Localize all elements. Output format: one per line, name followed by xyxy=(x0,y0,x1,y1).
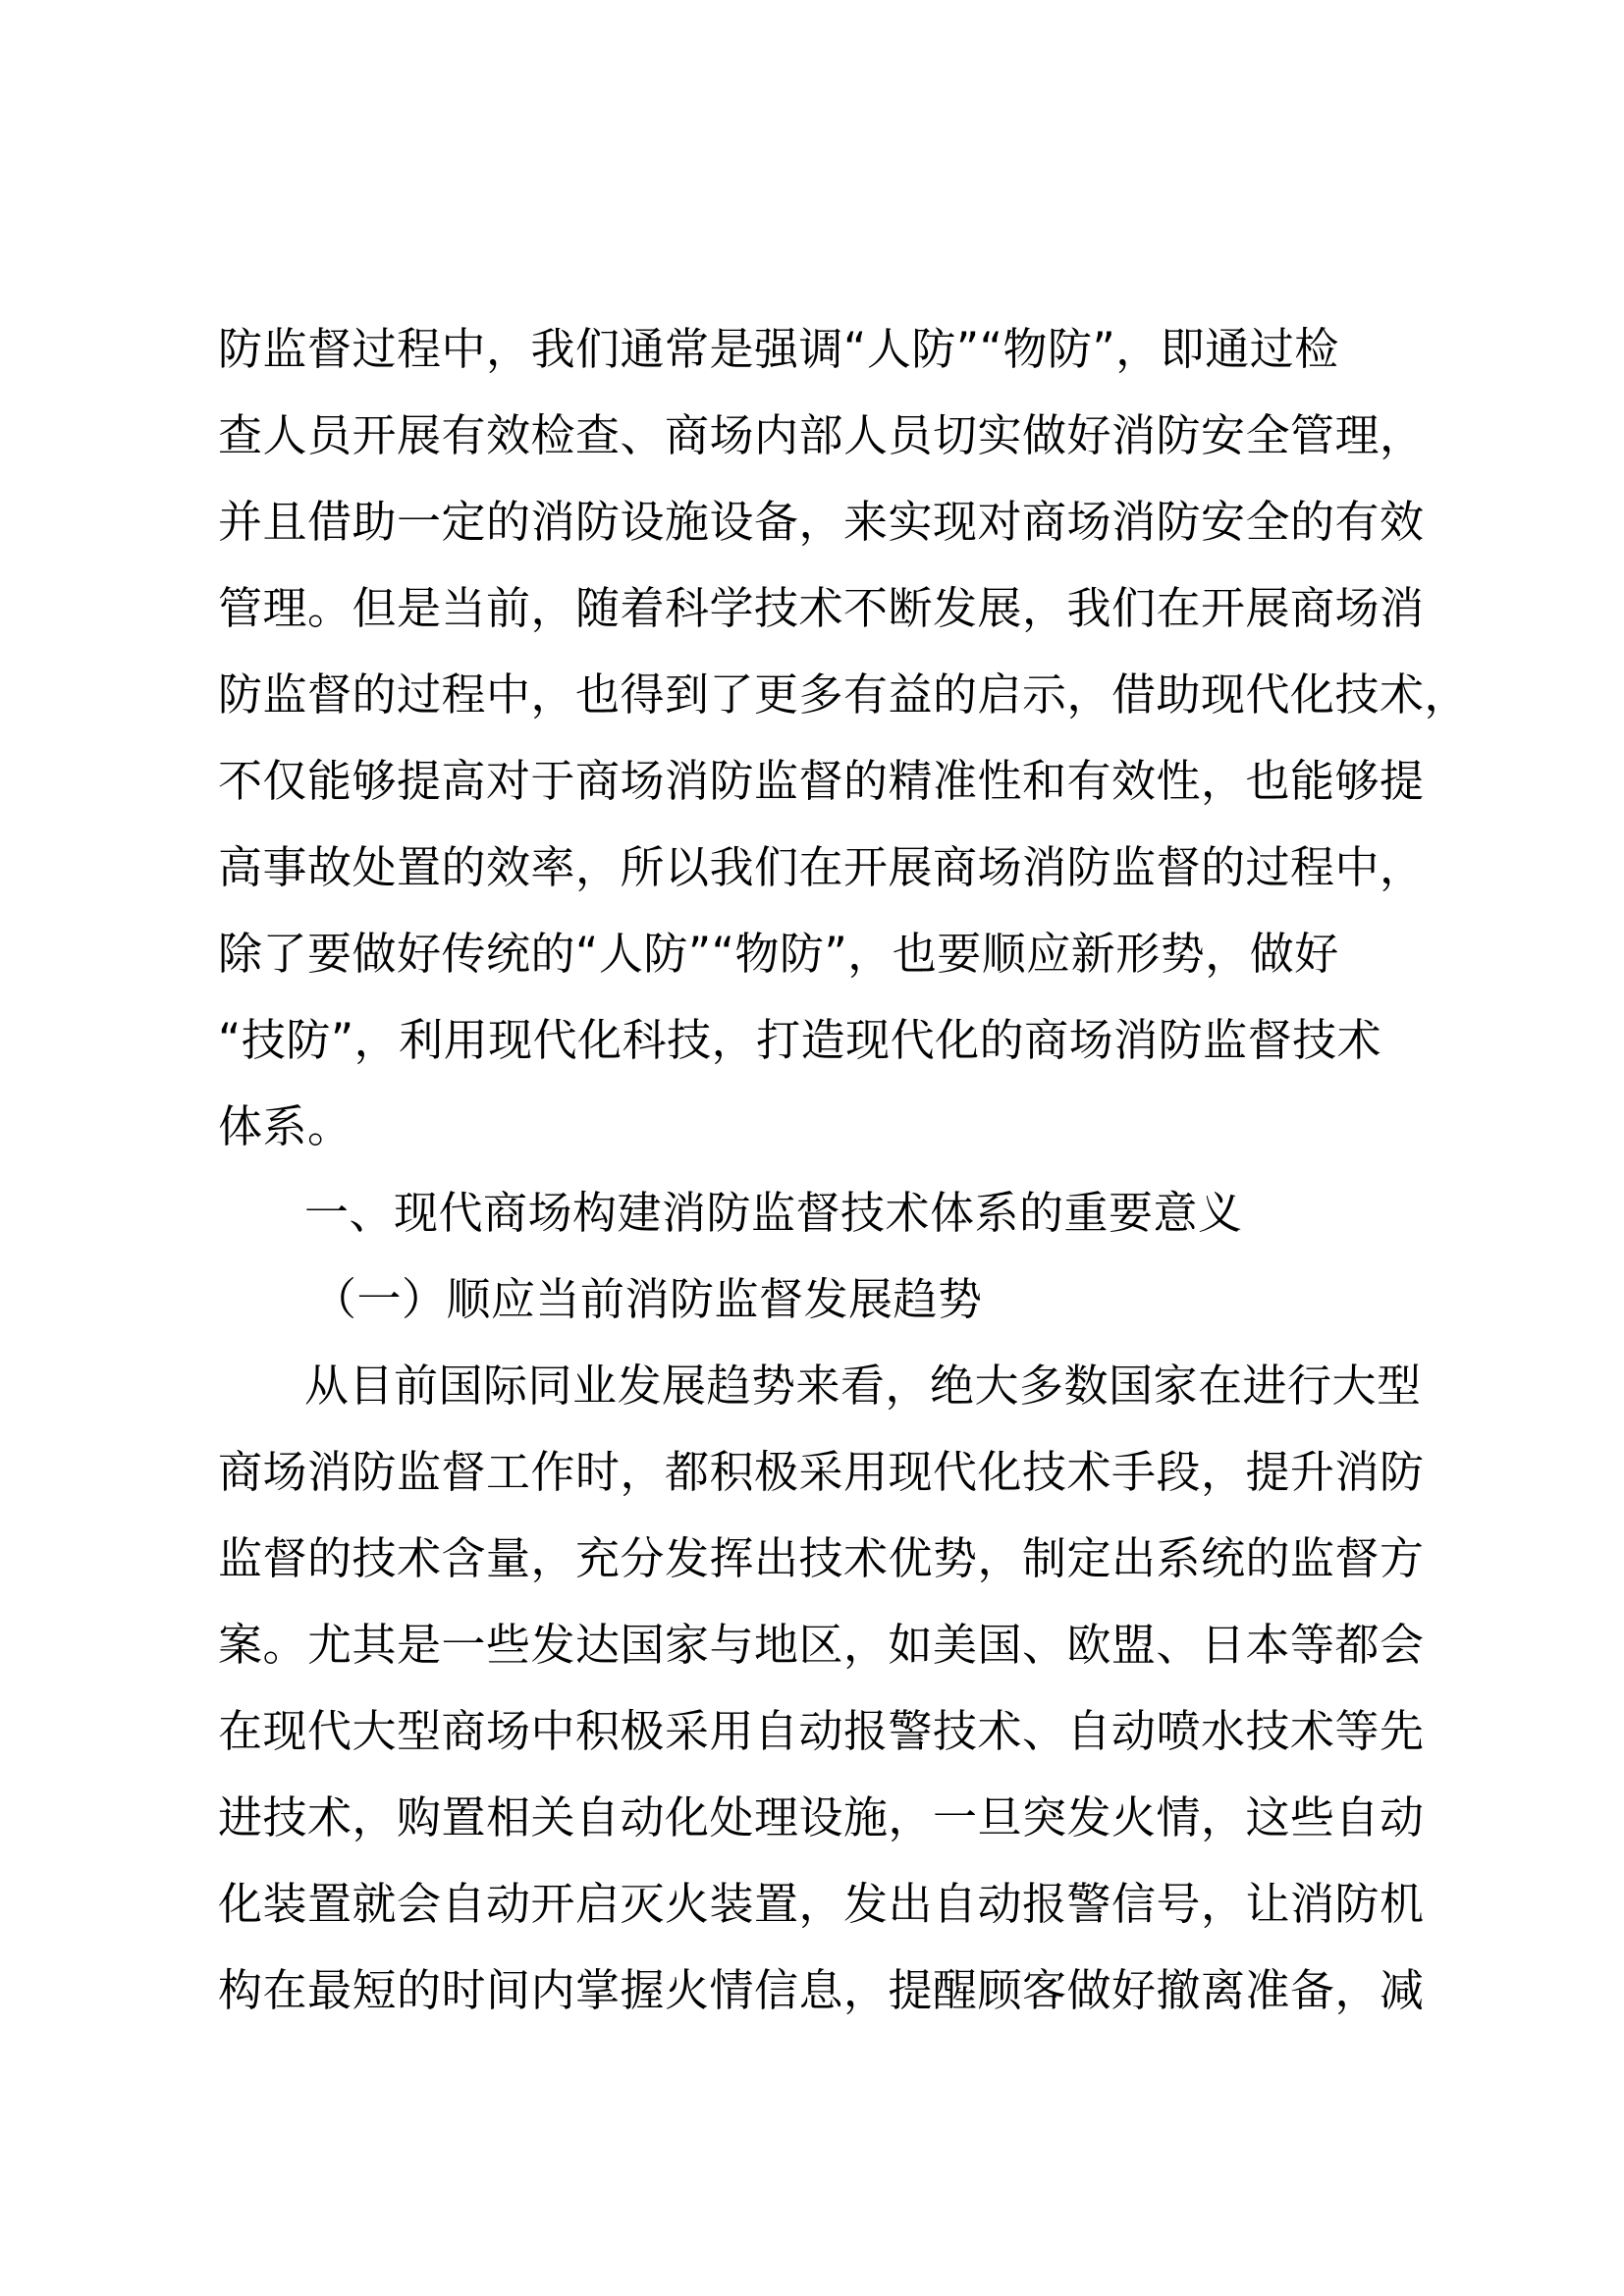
paragraph-1-line-2: 查人员开展有效检查、商场内部人员切实做好消防安全管理， xyxy=(218,409,1425,461)
paragraph-2-line-7: 化装置就会自动开启灭火装置，发出自动报警信号，让消防机 xyxy=(218,1878,1425,1930)
paragraph-1-line-3: 并且借助一定的消防设施设备，来实现对商场消防安全的有效 xyxy=(218,496,1425,548)
paragraph-1-line-8: 除了要做好传统的“人防”“物防”，也要顺应新形势，做好 xyxy=(218,928,1339,980)
paragraph-2-line-8: 构在最短的时间内掌握火情信息，提醒顾客做好撤离准备，减 xyxy=(218,1964,1425,2016)
section-heading: 一、现代商场构建消防监督技术体系的重要意义 xyxy=(304,1187,1243,1239)
paragraph-2-line-5: 在现代大型商场中积极采用自动报警技术、自动喷水技术等先 xyxy=(218,1705,1425,1757)
paragraph-1-line-4: 管理。但是当前，随着科学技术不断发展，我们在开展商场消 xyxy=(218,582,1425,634)
paragraph-2-line-1: 从目前国际同业发展趋势来看，绝大多数国家在进行大型 xyxy=(304,1360,1422,1412)
paragraph-1-line-9: “技防”，利用现代化科技，打造现代化的商场消防监督技术 xyxy=(218,1014,1382,1066)
paragraph-2-line-6: 进技术，购置相关自动化处理设施，一旦突发火情，这些自动 xyxy=(218,1791,1425,1843)
paragraph-1-line-5: 防监督的过程中，也得到了更多有益的启示，借助现代化技术， xyxy=(218,668,1470,721)
paragraph-2-line-4: 案。尤其是一些发达国家与地区，如美国、欧盟、日本等都会 xyxy=(218,1619,1425,1671)
paragraph-1-line-6: 不仅能够提高对于商场消防监督的精准性和有效性，也能够提 xyxy=(218,755,1425,807)
paragraph-1-line-1: 防监督过程中，我们通常是强调“人防”“物防”，即通过检 xyxy=(218,323,1339,375)
paragraph-1-line-7: 高事故处置的效率，所以我们在开展商场消防监督的过程中， xyxy=(218,841,1425,893)
subsection-heading: （一）顺应当前消防监督发展趋势 xyxy=(312,1273,983,1325)
paragraph-2-line-3: 监督的技术含量，充分发挥出技术优势，制定出系统的监督方 xyxy=(218,1532,1425,1584)
paragraph-1-line-10: 体系。 xyxy=(218,1100,352,1152)
paragraph-2-line-2: 商场消防监督工作时，都积极采用现代化技术手段，提升消防 xyxy=(218,1446,1425,1498)
